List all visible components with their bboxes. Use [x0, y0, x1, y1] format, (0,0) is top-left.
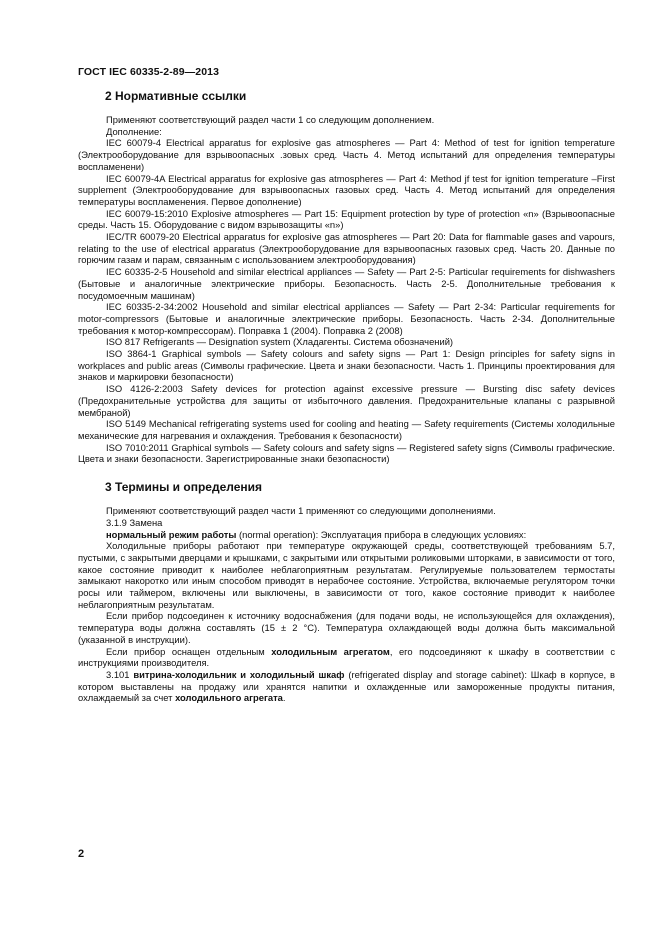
section-terms-definitions	[78, 479, 615, 704]
reference-item: ISO 3864-1 Graphical symbols — Safety colours and safety signs — Part 1: Design principles for safety signs in workplaces and public areas (Символы графические. Цвета и знаки безопасности. Часть 1. Принципы проектирования для знаков и маркировки безопасности)	[78, 348, 615, 383]
reference-item: IEC 60079-4 Electrical apparatus for explosive gas atmospheres — Part 4: Method of test for ignition temperature (Электрооборудование для взрывоопасных .зовых сред. Часть 4. Метод испытаний для определения температуры воспламенени)	[78, 137, 615, 172]
document-body	[78, 88, 615, 718]
section-normative-references	[78, 88, 615, 465]
reference-item: IEC 60335-2-34:2002 Household and similar electrical appliances — Safety — Part 2-34: Particular requirements for motor-compressors (Бытовые и аналогичные электрические приборы. Безопасность. Часть 2-34. Дополнительные требования к мотор-компрессорам). Поправка 1 (2004). Поправка 2 (2008)	[78, 301, 615, 336]
reference-item: IEC 60079-4A Electrical apparatus for explosive gas atmospheres — Part 4: Method jf test for ignition temperature –First supplement (Электрооборудование для взрывоопасных газовых сред. Часть 4. Метод испытаний для определения температуры воспламенения. Первое дополнение)	[78, 172, 615, 207]
reference-item: IEC 60335-2-5 Household and similar electrical appliances — Safety — Part 2-5: Particular requirements for dishwashers (Бытовые и аналогичные электрические приборы. Безопасность. Часть 2-5. Дополнительные требования к посудомоечным машинам)	[78, 266, 615, 301]
document-header: ГОСТ IEC 60335-2-89—2013	[78, 66, 220, 78]
paragraph: Применяют соответствующий раздел части 1 применяют со следующими дополнениями.	[106, 505, 496, 517]
definition-text: (refrigerated display and storage cabinet): Шкаф в корпусе, в котором выставлены на продажу или хранятся напитки и охлажденные или замороженные продукты питания, охлаждаемый за счет	[78, 668, 615, 704]
reference-item: ISO 4126-2:2003 Safety devices for protection against excessive pressure — Bursting disc safety devices (Предохранительные устройства для защиты от избыточного давления. Предохранительные клапаны с разрывной мембраной)	[78, 383, 615, 418]
definition-display-cabinet	[78, 669, 615, 704]
paragraph	[78, 646, 615, 669]
reference-item: ISO 817 Refrigerants — Designation system (Хладагенты. Система обозначений)	[106, 336, 454, 348]
section-heading: 2 Нормативные ссылки	[105, 89, 247, 103]
clause-number: 3.101	[106, 668, 134, 680]
text: .	[282, 692, 286, 704]
text: , его подсоединяют к шкафу в соответствии с инструкциями производителя.	[78, 645, 616, 669]
definition-text: (normal operation): Эксплуатация прибора в следующих условиях:	[236, 528, 527, 540]
paragraph: 3.1.9 Замена	[106, 516, 163, 528]
definition-normal-operation	[78, 529, 615, 541]
defined-term: холодильного агрегата	[175, 692, 283, 704]
defined-term: витрина-холодильник и холодильный шкаф	[133, 668, 345, 680]
reference-item: ISO 5149 Mechanical refrigerating systems used for cooling and heating — Safety requirements (Системы холодильные механические для нагревания и охлаждения. Требования к безопасности)	[78, 418, 615, 441]
paragraph: Если прибор подсоединен к источнику водоснабжения (для подачи воды, не использующейся для охлаждения), температура воды должна составлять (15 ± 2 °C). Температура охлаждающей воды должна быть максимальной (указанной в инструкции).	[78, 610, 615, 645]
defined-term: нормальный режим работы	[106, 528, 237, 540]
section-heading: 3 Термины и определения	[105, 480, 263, 495]
page-number: 2	[78, 848, 85, 860]
paragraph: Холодильные приборы работают при температуре окружающей среды, соответствующей требованиям 5.7, пустыми, с закрытыми дверцами и крышками, с закрытыми или открытыми роликовыми шторками, в зависимости от того, какое состояние приводит к наиболее неблагоприятным результатам. Регулируемые пользователем термостаты замыкают накоротко или иным способом приводят в нерабочее состояние. Устройства, включаемые регулятором точки росы или таймером, включены или выключены, в зависимости от того, какое состояние приводит к наиболее неблагоприятным результатам.	[78, 540, 615, 610]
text: Если прибор оснащен отдельным	[106, 645, 272, 657]
reference-item: IEC 60079-15:2010 Explosive atmospheres — Part 15: Equipment protection by type of protection «n» (Взрывоопасные среды. Часть 15. Оборудование с видом взрывозащиты «n»)	[78, 207, 615, 231]
reference-item: IEC/TR 60079-20 Electrical apparatus for explosive gas atmospheres — Part 20: Data for flammable gases and vapours, relating to the use of electrical apparatus (Электрооборудование для взрывоопасных газовых сред. Часть 20. Данные по горючим газам и парам, связанным с использованием электрооборудования)	[78, 231, 615, 266]
paragraph: Дополнение:	[106, 125, 162, 137]
paragraph: Применяют соответствующий раздел части 1 со следующим дополнением.	[106, 114, 435, 125]
reference-item: ISO 7010:2011 Graphical symbols — Safety colours and safety signs — Registered safety signs (Символы графические. Цвета и знаки безопасности. Зарегистрированные знаки безопасности)	[78, 441, 615, 465]
defined-term: холодильным агрегатом	[271, 645, 390, 657]
